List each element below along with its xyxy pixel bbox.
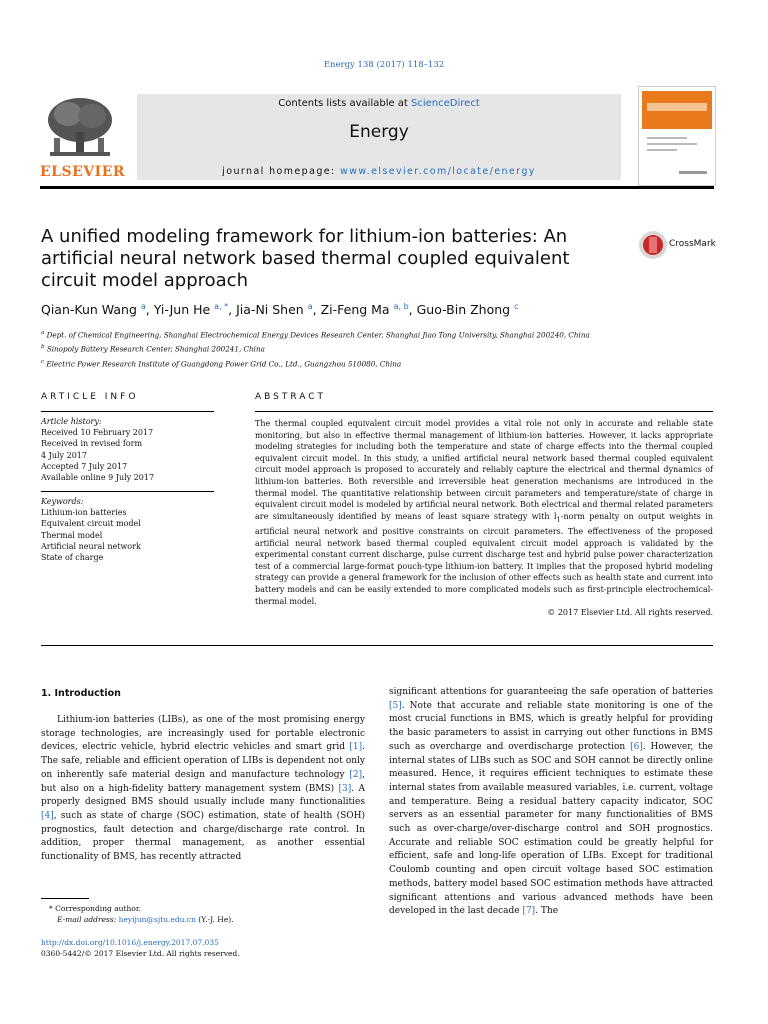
- abstract-rule: [255, 411, 713, 412]
- keywords-label: Keywords:: [41, 497, 84, 506]
- author-affiliation-marker[interactable]: a: [307, 302, 313, 311]
- affiliations: [41, 327, 590, 370]
- body-text: , such as state of charge (SOC) estimation, state of health (SOH) prognostics, fault detection and charge/discharge rate control. In addition, proper thermal management, as another essential functionality of BMS, has recently attracted: [41, 810, 365, 863]
- keyword-item: Lithium-ion batteries: [41, 508, 127, 518]
- homepage-link[interactable]: www.elsevier.com/locate/energy: [340, 166, 536, 177]
- email-line: E-mail address: heyijun@sjtu.edu.cn (Y.-J. He).: [57, 915, 234, 924]
- keyword-item: Equivalent circuit model: [41, 519, 141, 529]
- body-text: , but also on a high-fidelity battery management system (BMS): [41, 769, 365, 794]
- reference-link[interactable]: [1]: [349, 742, 363, 753]
- email-link[interactable]: heyijun@sjtu.edu.cn: [118, 915, 196, 924]
- author-name[interactable]: Zi-Feng Ma: [320, 302, 390, 318]
- footnote-rule: [41, 898, 89, 899]
- intro-left-column: [41, 714, 365, 865]
- history-label: Article history:: [41, 417, 102, 426]
- abstract-bottom-rule: [41, 645, 713, 646]
- reference-link[interactable]: [3]: [338, 783, 352, 794]
- reference-link[interactable]: [6]: [630, 741, 643, 752]
- corresponding-author: * Corresponding author.: [49, 904, 142, 913]
- body-text: significant attentions for guaranteeing the safe operation of batteries: [389, 687, 713, 697]
- bottom-info: [41, 937, 240, 959]
- history-list: [41, 427, 214, 483]
- reference-link[interactable]: [4]: [41, 810, 54, 821]
- history-item: Available online 9 July 2017: [41, 473, 155, 483]
- journal-banner: [40, 86, 714, 186]
- author-name[interactable]: Guo-Bin Zhong: [416, 302, 511, 318]
- affiliation-line: $^a$ Dept. of Chemical Engineering, Shanghai Electrochemical Energy Devices Research Center, Shanghai Jiao Tong University, Shanghai 200240, China: [41, 330, 590, 340]
- keywords-rule: [41, 491, 214, 492]
- body-text: . The safe, reliable and efficient operation of LIBs is dependent not only on inherently safe material design and manufacture technology: [41, 742, 365, 780]
- body-text: . A properly designed BMS should usually include many functionalities: [41, 783, 365, 808]
- article-info-heading: ARTICLE INFO: [41, 392, 139, 402]
- author-affiliation-marker[interactable]: a, b: [393, 302, 409, 311]
- keywords-block: [41, 496, 214, 563]
- crossmark-badge[interactable]: [638, 230, 718, 260]
- contents-line: Contents lists available at ScienceDirect: [278, 98, 480, 109]
- author-affiliation-marker[interactable]: a: [140, 302, 146, 311]
- body-text: Lithium-ion batteries (LIBs), as one of the most promising energy storage technologies, are increasingly used for portable electronic devices, electric vehicle, hybrid electric vehicles and smart grid: [41, 715, 365, 753]
- affiliation-line: $^b$ Sinopoly Battery Research Center, Shanghai 200241, China: [41, 344, 265, 354]
- author-name[interactable]: Jia-Ni Shen: [236, 302, 304, 318]
- author-list: Qian-Kun Wang $^a$, Yi-Jun He $^{a, *}$, Jia-Ni Shen $^a$, Zi-Feng Ma $^{a, b}$, Guo-Bin Zhong $^c$: [41, 302, 519, 318]
- keyword-item: Artificial neural network: [41, 541, 141, 551]
- issn-line: 0360-5442/© 2017 Elsevier Ltd. All rights reserved.: [41, 949, 240, 958]
- section-heading-introduction: 1. Introduction: [41, 688, 121, 699]
- intro-right-column: [389, 686, 713, 919]
- crossmark-label: CrossMark: [669, 239, 716, 249]
- homepage-line: journal homepage: www.elsevier.com/locate/energy: [222, 166, 536, 177]
- reference-link[interactable]: [5]: [389, 700, 402, 711]
- reference-link[interactable]: [7]: [522, 906, 536, 917]
- history-item: Received in revised form: [41, 439, 143, 449]
- body-text: . However, the internal states of LIBs such as SOC and SOH cannot be directly online measured. Hence, it requires efficient techniques to estimate these internal states from available measured variables, i.e. current, voltage and temperature. Being a residual battery capacity indicator, SOC servers as an essential parameter for many functionalities of BMS such as over-charge/over-discharge control and SOH prognostics. Accurate and reliable SOC estimation could be greatly helpful for efficient, safe and long-life operation of LIBs. Except for traditional Coulomb counting and open circuit voltage based SOC estimation methods, battery model based SOC estimation methods have attracted significant attentions and various advanced methods have been developed in the last decade: [389, 741, 713, 917]
- article-history: [41, 416, 214, 483]
- keywords-list: [41, 507, 214, 563]
- author-name[interactable]: Qian-Kun Wang: [41, 302, 137, 318]
- doi-link[interactable]: http://dx.doi.org/10.1016/j.energy.2017.07.035: [41, 938, 219, 947]
- corresponding-author-footnote: [41, 903, 234, 925]
- banner-center: [137, 94, 621, 180]
- keyword-item: Thermal model: [41, 530, 103, 540]
- author-affiliation-marker[interactable]: a, *: [214, 302, 229, 311]
- crossmark-icon: [638, 230, 668, 260]
- keyword-item: State of charge: [41, 553, 104, 563]
- history-item: Accepted 7 July 2017: [41, 461, 128, 471]
- author-name[interactable]: Yi-Jun He: [153, 302, 211, 318]
- history-item: Received 10 February 2017: [41, 428, 154, 438]
- abstract-body: The thermal coupled equivalent circuit model provides a vital role not only in accurate and reliable state monitoring, but also in effective thermal management of lithium-ion batteries. However, it lacks appropriate modeling strategies for including both the temperature and state of charge effects into the thermal coupled equivalent circuit model. In this study, a unified artificial neural network based thermal coupled equivalent circuit model approach is proposed to accurately and reliably capture the electrical and thermal dynamics of lithium-ion batteries. Both reversible and irreversible heat generation mechanisms are introduced in the thermal model. The quantitative relationship between circuit parameters and temperature/state of charge in equivalent circuit model is modeled by artificial neural network. Both electrical and thermal related parameters are simultaneously identified by means of least square strategy with $l_1$-norm penalty on output weights in artificial neural network and positive constraints on circuit parameters. The effectiveness of the proposed artificial neural network based thermal coupled equivalent circuit model approach is validated by the experimental constant current discharge, pulse current discharge test and hybrid pulse power characterization test of a commercial large-format pouch-type lithium-ion battery. It implies that the proposed hybrid modeling strategy can provide a general framework for the inclusion of other effects such as health state and current into battery models and can be easily extended to more complicated models such as first-principle electrochemical-thermal model. © 2017 Elsevier Ltd. All rights reserved.: [255, 419, 714, 618]
- abstract-heading: ABSTRACT: [255, 392, 327, 402]
- reference-link[interactable]: [2]: [349, 769, 363, 780]
- abstract-copyright: © 2017 Elsevier Ltd. All rights reserved.: [547, 608, 713, 618]
- affiliation-line: $^c$ Electric Power Research Institute of Guangdong Power Grid Co., Ltd., Guangzhou 510080, China: [41, 358, 402, 369]
- journal-title: Energy: [349, 122, 409, 142]
- body-text: . Note that accurate and reliable state monitoring is one of the most crucial functions in BMS, which is greatly helpful for providing the basic parameters to assist in carrying out other functions in BMS such as overcharge and overdischarge protection: [389, 700, 713, 752]
- cover-lines: [639, 87, 715, 185]
- citation-link[interactable]: Energy 138 (2017) 118–132: [323, 60, 445, 70]
- header-rule: [40, 186, 714, 189]
- info-rule: [41, 411, 214, 412]
- article-title: A unified modeling framework for lithium-ion batteries: An artificial neural network based thermal coupled equivalent circuit model approach: [41, 226, 570, 291]
- journal-cover-thumbnail: [638, 86, 716, 186]
- body-text: . The: [535, 906, 559, 917]
- history-item: 4 July 2017: [41, 450, 87, 460]
- sciencedirect-link[interactable]: ScienceDirect: [411, 98, 480, 109]
- publisher-name: ELSEVIER: [40, 164, 126, 180]
- author-affiliation-marker[interactable]: c: [514, 302, 519, 311]
